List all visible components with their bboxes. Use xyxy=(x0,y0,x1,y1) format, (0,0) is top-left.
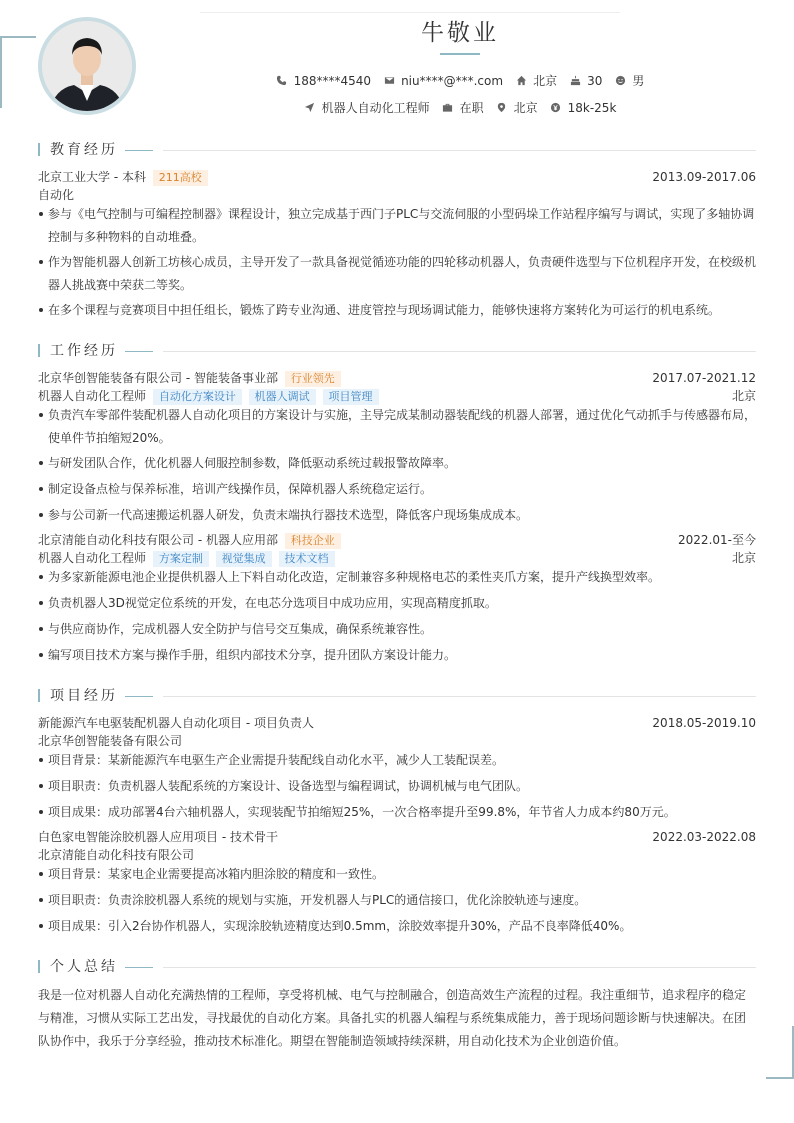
list-item: 制定设备点检与保养标准，培训产线操作员，保障机器人系统稳定运行。 xyxy=(38,478,756,501)
age-info xyxy=(569,74,602,88)
list-item: 项目职责：负责机器人装配系统的方案设计、设备选型与编程调试，协调机械与电气团队。 xyxy=(38,775,756,798)
project-header xyxy=(38,828,756,846)
project-company: 北京华创智能装备有限公司 xyxy=(38,734,183,748)
briefcase-icon xyxy=(442,102,454,114)
school-name: 北京工业大学 - 本科 xyxy=(38,170,146,184)
salary-value: 18k-25k xyxy=(567,100,617,115)
list-item: 编写项目技术方案与操作手册，组织内部技术分享，提升团队方案设计能力。 xyxy=(38,644,756,667)
company-name: 北京华创智能装备有限公司 - 智能装备事业部 xyxy=(38,371,278,385)
section-rule xyxy=(163,696,756,697)
major: 自动化 xyxy=(38,188,75,202)
job-role-row xyxy=(38,549,756,567)
list-item: 参与《电气控制与可编程控制器》课程设计，独立完成基于西门子PLC与交流伺服的小型码垛工作站程序编写与调试，实现了多轴协调控制与多种物料的自动堆叠。 xyxy=(38,203,756,249)
project-date: 2018.05-2019.10 xyxy=(652,716,756,730)
job-header xyxy=(38,531,756,549)
job-header xyxy=(38,369,756,387)
school-tag: 211高校 xyxy=(153,170,208,186)
section-marker xyxy=(38,689,40,702)
status-info xyxy=(442,99,484,116)
job-date: 2022.01-至今 xyxy=(678,533,756,547)
list-item: 项目成果：成功部署4台六轴机器人，实现装配节拍缩短25%，一次合格率提升至99.8%，年节省人力成本约80万元。 xyxy=(38,801,756,824)
job-date: 2017.07-2021.12 xyxy=(652,371,756,385)
mail-icon xyxy=(383,75,395,87)
job-role: 机器人自动化工程师 xyxy=(38,551,147,565)
job-role-row xyxy=(38,387,756,405)
email-value: niu****@***.com xyxy=(401,73,504,88)
city-info xyxy=(496,99,538,116)
skill-tag: 自动化方案设计 xyxy=(153,389,242,405)
corner-decoration xyxy=(766,1077,794,1079)
home-icon xyxy=(515,75,527,87)
section-marker xyxy=(38,344,40,357)
candidate-name: 牛敬业 xyxy=(421,20,499,46)
section-dash xyxy=(125,696,153,697)
phone-icon xyxy=(276,75,288,87)
education-header xyxy=(38,168,756,186)
phone-info xyxy=(276,74,371,88)
project-name: 新能源汽车电驱装配机器人自动化项目 - 项目负责人 xyxy=(38,716,314,730)
section-dash xyxy=(125,967,153,968)
position-info xyxy=(304,99,430,116)
list-item: 项目职责：负责涂胶机器人系统的规划与实施，开发机器人与PLC的通信接口，优化涂胶轨迹与速度。 xyxy=(38,889,756,912)
company-tag: 行业领先 xyxy=(285,371,341,387)
section-title: 项目经历 xyxy=(50,688,118,704)
list-item: 与研发团队合作，优化机器人伺服控制参数，降低驱动系统过载报警故障率。 xyxy=(38,452,756,475)
section-marker xyxy=(38,960,40,973)
project-date: 2022.03-2022.08 xyxy=(652,830,756,844)
list-item: 作为智能机器人创新工坊核心成员，主导开发了一款具备视觉循迹功能的四轮移动机器人，负责硬件选型与下位机程序开发，在校级机器人挑战赛中荣获二等奖。 xyxy=(38,251,756,297)
list-item: 项目背景：某新能源汽车电驱生产企业需提升装配线自动化水平，减少人工装配误差。 xyxy=(38,749,756,772)
skill-tag: 方案定制 xyxy=(153,551,209,567)
list-item: 与供应商协作，完成机器人安全防护与信号交互集成，确保系统兼容性。 xyxy=(38,618,756,641)
header-divider xyxy=(200,12,620,13)
skill-tag: 技术文档 xyxy=(279,551,335,567)
job-location: 北京 xyxy=(731,389,756,403)
company-name: 北京清能自动化科技有限公司 - 机器人应用部 xyxy=(38,533,278,547)
name-underline xyxy=(440,53,480,55)
city-value: 北京 xyxy=(513,101,538,115)
status-value: 在职 xyxy=(459,101,484,115)
project-name: 白色家电智能涂胶机器人应用项目 - 技术骨干 xyxy=(38,830,278,844)
company-tag: 科技企业 xyxy=(285,533,341,549)
section-rule xyxy=(163,967,756,968)
education-date: 2013.09-2017.06 xyxy=(652,170,756,184)
job-info-row xyxy=(0,99,794,116)
hometown-info xyxy=(515,72,557,89)
send-icon xyxy=(304,102,316,114)
coin-icon xyxy=(550,102,562,114)
skill-tag: 项目管理 xyxy=(323,389,379,405)
section-title: 个人总结 xyxy=(50,959,118,975)
email-info xyxy=(383,74,503,88)
list-item: 项目成果：引入2台协作机器人，实现涂胶轨迹精度达到0.5mm，涂胶效率提升30%，产品不良率降低40%。 xyxy=(38,915,756,938)
section-dash xyxy=(125,351,153,352)
job-role: 机器人自动化工程师 xyxy=(38,389,147,403)
summary-section-header xyxy=(38,958,756,976)
section-title: 教育经历 xyxy=(50,142,118,158)
section-rule xyxy=(163,150,756,151)
contact-info-row xyxy=(0,72,794,89)
list-item: 项目背景：某家电企业需要提高冰箱内胆涂胶的精度和一致性。 xyxy=(38,863,756,886)
section-title: 工作经历 xyxy=(50,343,118,359)
gender-value: 男 xyxy=(632,74,645,88)
list-item: 负责汽车零部件装配机器人自动化项目的方案设计与实施，主导完成某制动器装配线的机器人部署，通过优化气动抓手与传感器布局，使单件节拍缩短20%。 xyxy=(38,404,756,450)
section-dash xyxy=(125,150,153,151)
section-marker xyxy=(38,143,40,156)
skill-tag: 视觉集成 xyxy=(216,551,272,567)
position-value: 机器人自动化工程师 xyxy=(321,101,430,115)
list-item: 参与公司新一代高速搬运机器人研发，负责末端执行器技术选型，降低客户现场集成成本。 xyxy=(38,504,756,527)
list-item: 在多个课程与竞赛项目中担任组长，锻炼了跨专业沟通、进度管控与现场调试能力，能够快速将方案转化为可运行的机电系统。 xyxy=(38,299,756,322)
cake-icon xyxy=(569,75,581,87)
face-icon xyxy=(614,75,626,87)
age-value: 30 xyxy=(587,73,603,88)
gender-info xyxy=(614,72,644,89)
summary-text: 我是一位对机器人自动化充满热情的工程师，享受将机械、电气与控制融合，创造高效生产流程的过程。我注重细节，追求程序的稳定与精准，习惯从实际工艺出发，寻找最优的自动化方案。具备扎实的机器人编程与系统集成能力，善于现场问题诊断与快速解决。在团队协作中，我乐于分享经验，推动技术标准化。期望在智能制造领域持续深耕，用自动化技术为企业创造价值。 xyxy=(38,988,747,1048)
work-section-header xyxy=(38,342,756,360)
job-location: 北京 xyxy=(731,551,756,565)
skill-tag: 机器人调试 xyxy=(249,389,316,405)
project-company: 北京清能自动化科技有限公司 xyxy=(38,848,195,862)
phone-value: 188****4540 xyxy=(293,73,372,88)
project-header xyxy=(38,714,756,732)
list-item: 负责机器人3D视觉定位系统的开发，在电芯分选项目中成功应用，实现高精度抓取。 xyxy=(38,592,756,615)
hometown-value: 北京 xyxy=(533,74,558,88)
projects-section-header xyxy=(38,687,756,705)
salary-info xyxy=(550,101,617,115)
location-icon xyxy=(496,102,508,114)
list-item: 为多家新能源电池企业提供机器人上下料自动化改造，定制兼容多种规格电芯的柔性夹爪方案，提升产线换型效率。 xyxy=(38,566,756,589)
education-section-header xyxy=(38,141,756,159)
section-rule xyxy=(163,351,756,352)
